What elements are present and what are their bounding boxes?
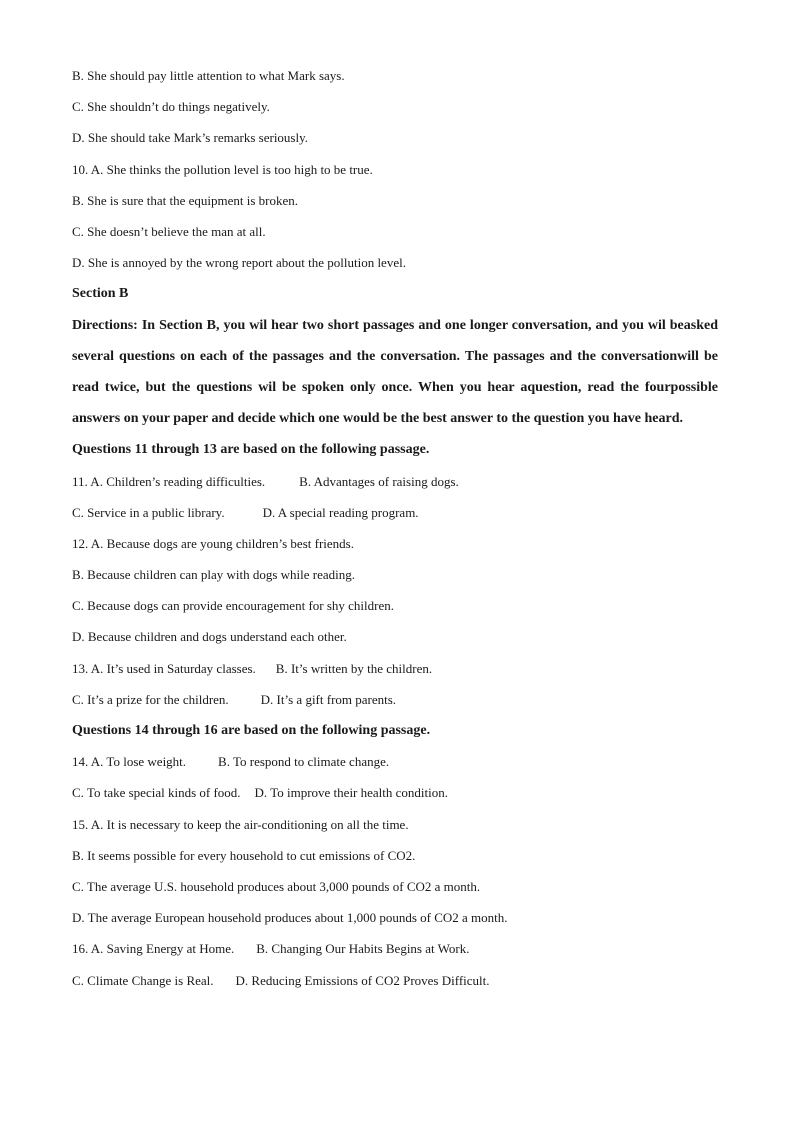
- group-14-16-heading: Questions 14 through 16 are based on the following passage.: [72, 723, 431, 738]
- option-16d: D. Reducing Emissions of CO2 Proves Difficult.: [235, 972, 490, 988]
- option-15c: C. The average U.S. household produces about 3,000 pounds of CO2 a month.: [72, 878, 481, 894]
- option-10c: C. She doesn’t believe the man at all.: [72, 223, 266, 239]
- option-13c: C. It’s a prize for the children.: [72, 691, 229, 707]
- option-15b: B. It seems possible for every household to cut emissions of CO2.: [72, 847, 416, 863]
- question-14-row: [72, 746, 722, 777]
- option-11b: B. Advantages of raising dogs.: [299, 473, 459, 489]
- option-15d: D. The average European household produces about 1,000 pounds of CO2 a month.: [72, 910, 508, 926]
- section-b-heading: Section B: [72, 286, 129, 302]
- question-12-option-a: 12. A. Because dogs are young children’s best friends.: [72, 535, 354, 551]
- option-13b: B. It’s written by the children.: [275, 660, 433, 676]
- question-11-row-2: [72, 497, 722, 528]
- document-page: [72, 60, 722, 996]
- option-16b: B. Changing Our Habits Begins at Work.: [256, 941, 470, 957]
- question-16-option-a: 16. A. Saving Energy at Home.: [72, 941, 235, 957]
- question-14-option-a: 14. A. To lose weight.: [72, 754, 187, 770]
- option-11d: D. A special reading program.: [262, 504, 419, 520]
- option-10d: D. She is annoyed by the wrong report about the pollution level.: [72, 255, 406, 271]
- question-13-row: [72, 653, 722, 684]
- question-13-row-2: [72, 684, 722, 715]
- option-13d: D. It’s a gift from parents.: [260, 691, 397, 707]
- option-12b: B. Because children can play with dogs while reading.: [72, 567, 356, 583]
- question-10-option-a: 10. A. She thinks the pollution level is too high to be true.: [72, 161, 373, 177]
- option-16c: C. Climate Change is Real.: [72, 972, 214, 988]
- question-13-option-a: 13. A. It’s used in Saturday classes.: [72, 660, 256, 676]
- option-14d: D. To improve their health condition.: [254, 785, 448, 801]
- question-14-row-2: [72, 777, 722, 808]
- question-16-row: [72, 933, 722, 964]
- option-14c: C. To take special kinds of food.: [72, 785, 241, 801]
- option-10b: B. She is sure that the equipment is broken.: [72, 192, 299, 208]
- question-15-option-a: 15. A. It is necessary to keep the air-conditioning on all the time.: [72, 816, 409, 832]
- section-b-directions: Directions: In Section B, you wil hear two short passages and one longer conversation, and you wil beasked several questions on each of the passages and the conversation. The passages and the conversationwill be read twice, but the questions wil be spoken only once. When you hear aquestion, read the fourpossible answers on your paper and decide which one would be the best answer to the question you have heard.: [72, 317, 718, 427]
- group-11-13-heading: Questions 11 through 13 are based on the following passage.: [72, 442, 430, 458]
- question-11-row: [72, 466, 722, 497]
- option-14b: B. To respond to climate change.: [218, 754, 390, 770]
- option-12c: C. Because dogs can provide encouragement for shy children.: [72, 598, 395, 614]
- option-12d: D. Because children and dogs understand each other.: [72, 629, 347, 645]
- option-9b: B. She should pay little attention to what Mark says.: [72, 68, 345, 83]
- question-11-option-a: 11. A. Children’s reading difficulties.: [72, 473, 266, 489]
- question-16-row-2: [72, 965, 722, 996]
- option-9c: C. She shouldn’t do things negatively.: [72, 99, 270, 115]
- option-9d: D. She should take Mark’s remarks seriously.: [72, 130, 309, 146]
- option-11c: C. Service in a public library.: [72, 504, 225, 520]
